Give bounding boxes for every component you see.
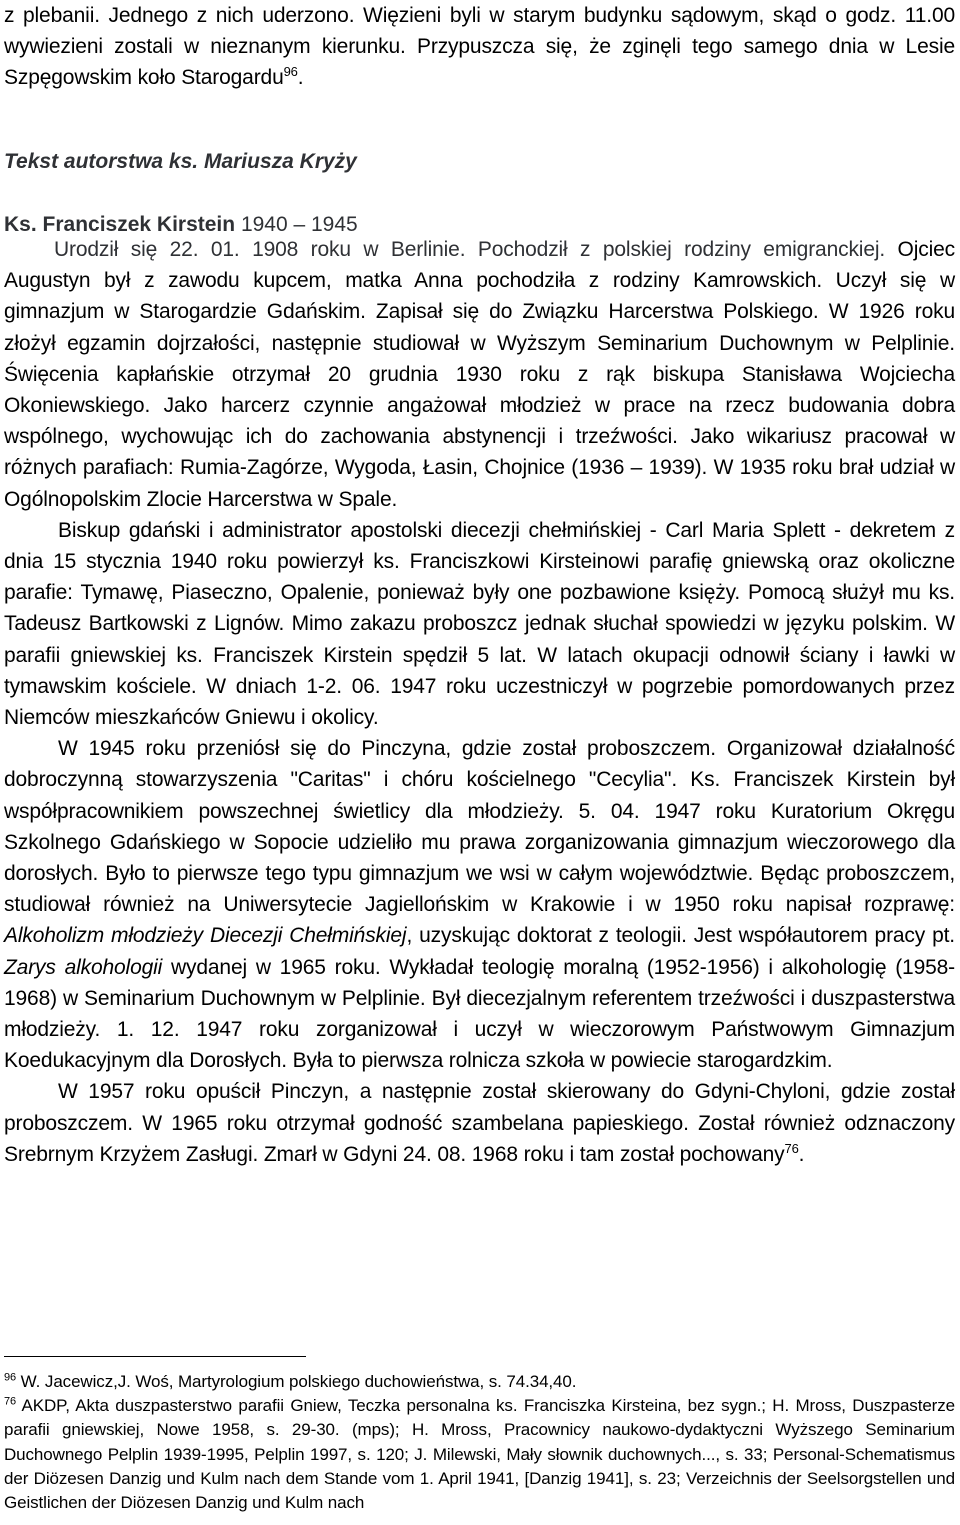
- footnote-96: [4, 1370, 955, 1394]
- footnote-number: 76: [4, 1395, 17, 1408]
- footnote-76: [4, 1394, 955, 1515]
- footnote-text: W. Jacewicz,J. Woś, Martyrologium polskiego duchowieństwa, s. 74.34,40.: [20, 1372, 577, 1391]
- intro-tail: .: [297, 66, 304, 90]
- intro-block: [4, 0, 955, 94]
- paragraph-1: [4, 234, 955, 515]
- thesis-title: Alkoholizm młodzieży Diecezji Chełmińskiej: [4, 924, 407, 948]
- footnote-text: AKDP, Akta duszpasterstwo parafii Gniew, Teczka personalna ks. Franciszka Kirsteina, bez sygn.; H. Mross, Duszpasterze parafii gniewskiej, Nowe 1958, s. 29-30. (mps); H. Mross, Pracownicy naukowo-dydaktyczni Wyższego Seminarium Duchownego Pelplin 1939-1995, Pelplin 1997, s. 120; J. Milewski, Mały słownik duchownych..., s. 33; Personal-Schematismus der Diözesen Danzig und Kulm nach dem Stande vom 1. April 1941, [Danzig 1941], s. 23; Verzeichnis der Seelsorgstellen und Geistlichen der Diözesen Danzig und Kulm nach: [4, 1396, 955, 1513]
- intro-paragraph: [4, 0, 955, 94]
- paragraph-3: [4, 733, 955, 1076]
- intro-text: z plebanii. Jednego z nich uderzono. Więzieni byli w starym budynku sądowym, skąd o godz. 11.00 wywiezieni zostali w nieznanym kierunku. Przypuszcza się, że zginęli tego samego dnia w Lesie Szpęgowskim koło Starogardu: [4, 4, 955, 90]
- section-title-years: 1940 – 1945: [240, 213, 358, 236]
- author-heading: Tekst autorstwa ks. Mariusza Kryży: [4, 150, 357, 173]
- paragraph-4-tail: .: [798, 1142, 805, 1166]
- paragraph-3-part-a: W 1945 roku przeniósł się do Pinczyna, gdzie został proboszczem. Organizował działalność dobroczynną stowarzyszenia "Caritas" i chóru kościelnego "Cecylia". Ks. Franciszek Kirstein był współpracownikiem powszechnej świetlicy dla młodzieży. 5. 04. 1947 roku Kuratorium Okręgu Szkolnego Gdańskiego w Sopocie udzieliło mu prawa zorganizowania gimnazjum wieczorowego dla dorosłych. Było to pierwsze tego typu gimnazjum we wsi w całym województwie. Będąc proboszczem, studiował również na Uniwersytecie Jagiellońskim w Krakowie i w 1950 roku napisał rozprawę:: [4, 737, 955, 917]
- footnote-ref-76: 76: [784, 1140, 799, 1156]
- footnote-separator: [4, 1356, 306, 1357]
- biography-body: [4, 234, 955, 1170]
- footnote-number: 96: [4, 1371, 17, 1384]
- book-title: Zarys alkohologii: [4, 955, 163, 979]
- birth-sentence: Urodził się 22. 01. 1908 roku w Berlinie. Pochodził z polskiej rodziny emigranckiej.: [54, 238, 886, 261]
- paragraph-3-part-c: wydanej w 1965 roku. Wykładał teologię moralną (1952-1956) i alkohologię (1958-1968) w Seminarium Duchownym w Pelplinie. Był diecezjalnym referentem trzeźwości i duszpasterstwa młodzieży. 1. 12. 1947 roku zorganizował i uczył w wieczorowym Państwowym Gimnazjum Koedukacyjnym dla Dorosłych. Była to pierwsza rolnicza szkoła w powiecie starogardzkim.: [4, 955, 955, 1073]
- footnotes: [4, 1370, 955, 1515]
- footnote-ref-96: 96: [283, 64, 298, 80]
- paragraph-4-text: W 1957 roku opuścił Pinczyn, a następnie został skierowany do Gdyni-Chyloni, gdzie został proboszczem. W 1965 roku otrzymał godność szambelana papieskiego. Został również odznaczony Srebrnym Krzyżem Zasługi. Zmarł w Gdyni 24. 08. 1968 roku i tam został pochowany: [4, 1080, 955, 1166]
- section-title-name: Ks. Franciszek Kirstein: [4, 213, 236, 236]
- paragraph-1-rest: Ojciec Augustyn był z zawodu kupcem, matka Anna pochodziła z rodziny Kamrowskich. Uczył się w gimnazjum w Starogardzie Gdańskim. Zapisał się do Związku Harcerstwa Polskiego. W 1926 roku złożył egzamin dojrzałości, następnie studiował w Wyższym Seminarium Duchownym w Pelplinie. Święcenia kapłańskie otrzymał 20 grudnia 1930 roku z rąk biskupa Stanisława Wojciecha Okoniewskiego. Jako harcerz czynnie angażował młodzież w prace na rzecz budowania dobra wspólnego, wychowując ich do zachowania abstynencji i trzeźwości. Jako wikariusz pracował w różnych parafiach: Rumia-Zagórze, Wygoda, Łasin, Chojnice (1936 – 1939). W 1935 roku brał udział w Ogólnopolskim Zlocie Harcerstwa w Spale.: [4, 238, 955, 511]
- paragraph-2: Biskup gdański i administrator apostolski diecezji chełmińskiej - Carl Maria Splett - dekretem z dnia 15 stycznia 1940 roku powierzył ks. Franciszkowi Kirsteinowi parafię gniewską oraz okoliczne parafie: Tymawę, Piaseczno, Opalenie, ponieważ były one pozbawione księży. Pomocą służył mu ks. Tadeusz Bartkowski z Lignów. Mimo zakazu proboszcz jednak słuchał spowiedzi w języku polskim. W parafii gniewskiej ks. Franciszek Kirstein spędził 5 lat. W latach okupacji odnowił ściany i ławki w tymawskim kościele. W dniach 1-2. 06. 1947 roku uczestniczył w pogrzebie pomordowanych przez Niemców mieszkańców Gniewu i okolicy.: [4, 518, 955, 730]
- paragraph-4: [4, 1076, 955, 1170]
- paragraph-3-part-b: , uzyskując doktorat z teologii. Jest współautorem pracy pt.: [406, 924, 955, 948]
